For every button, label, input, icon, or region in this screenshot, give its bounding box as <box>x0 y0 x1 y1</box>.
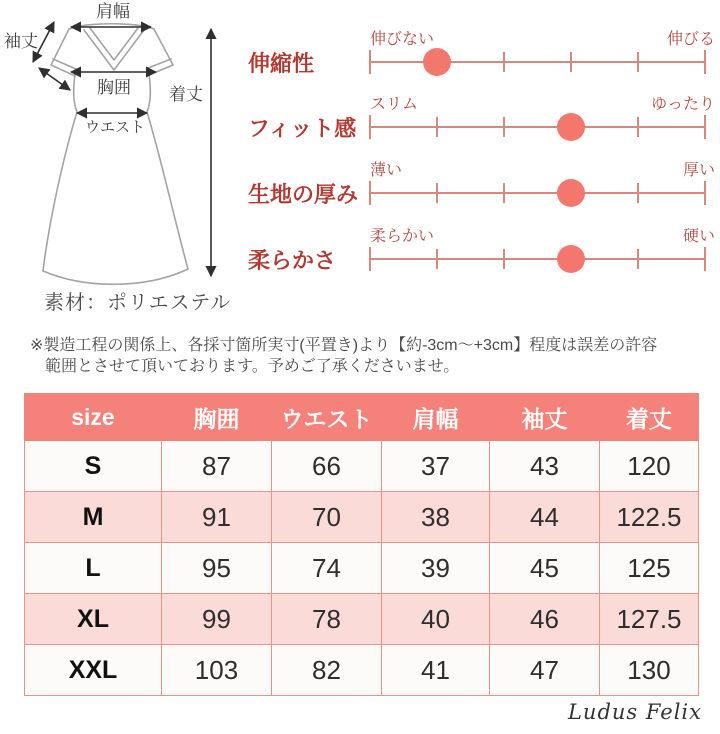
value-cell: 87 <box>162 441 272 492</box>
scale-tick <box>369 247 371 271</box>
size-cell: M <box>25 492 162 543</box>
col-header-length: 着丈 <box>600 394 699 441</box>
value-cell: 41 <box>382 645 490 696</box>
chest-label: 胸囲 <box>97 78 131 97</box>
slider-stretch-max-label: 伸びる <box>666 31 715 48</box>
slider-dot <box>557 245 585 273</box>
tolerance-note-line1: ※製造工程の関係上、各採寸箇所実寸(平置き)より【約-3cm～+3cm】程度は誤差の許容 <box>30 337 658 354</box>
slider-dot <box>557 113 585 141</box>
col-header-shoulder: 肩幅 <box>382 394 490 441</box>
slider-softness-max-label: 硬い <box>682 228 715 245</box>
value-cell: 43 <box>490 441 600 492</box>
shoulder-width-label: 肩幅 <box>96 2 130 21</box>
value-cell: 37 <box>382 441 490 492</box>
scale-tick <box>436 117 438 137</box>
slider-stretch-min-label: 伸びない <box>370 31 435 48</box>
value-cell: 99 <box>162 594 272 645</box>
scale-tick <box>503 52 505 72</box>
scale-tick <box>369 181 371 205</box>
scale-tick <box>704 115 706 139</box>
value-cell: 70 <box>272 492 382 543</box>
table-row-l <box>25 543 699 594</box>
slider-fit-max-label: ゆったり <box>651 96 715 113</box>
slider-fit-label: フィット感 <box>248 116 357 141</box>
scale-tick <box>637 52 639 72</box>
value-cell: 91 <box>162 492 272 543</box>
slider-softness-min-label: 柔らかい <box>370 228 435 245</box>
tolerance-note <box>30 335 702 377</box>
value-cell: 74 <box>272 543 382 594</box>
col-header-chest: 胸囲 <box>162 394 272 441</box>
scale-line <box>370 258 705 260</box>
scale-line <box>370 61 705 63</box>
scale-tick <box>704 50 706 74</box>
table-row-xl <box>25 594 699 645</box>
value-cell: 103 <box>162 645 272 696</box>
size-cell: XL <box>25 594 162 645</box>
scale-tick <box>436 249 438 269</box>
scale-tick <box>637 117 639 137</box>
scale-tick <box>503 249 505 269</box>
value-cell: 66 <box>272 441 382 492</box>
scale-tick <box>436 183 438 203</box>
value-cell: 122.5 <box>600 492 699 543</box>
slider-fit-min-label: スリム <box>370 96 419 113</box>
col-header-sleeve: 袖丈 <box>490 394 600 441</box>
dress-outline <box>43 24 188 285</box>
slider-dot <box>557 179 585 207</box>
value-cell: 39 <box>382 543 490 594</box>
size-cell: XXL <box>25 645 162 696</box>
slider-thickness-max-label: 厚い <box>682 162 715 179</box>
scale-tick <box>637 183 639 203</box>
scale-line <box>370 126 705 128</box>
size-table-header-row <box>25 394 699 441</box>
value-cell: 82 <box>272 645 382 696</box>
scale-tick <box>704 247 706 271</box>
value-cell: 95 <box>162 543 272 594</box>
table-row-s <box>25 441 699 492</box>
slider-softness-label: 柔らかさ <box>248 248 337 273</box>
value-cell: 45 <box>490 543 600 594</box>
slider-thickness-label: 生地の厚み <box>248 182 359 207</box>
scale-tick <box>503 117 505 137</box>
value-cell: 40 <box>382 594 490 645</box>
value-cell: 125 <box>600 543 699 594</box>
material-text: 素材：ポリエステル <box>44 292 232 314</box>
col-header-waist: ウエスト <box>272 394 382 441</box>
brand-signature: Ludus Felix <box>567 700 702 724</box>
slider-dot <box>423 48 451 76</box>
tolerance-note-line2: 範囲とさせて頂いております。予めご了承くださいませ。 <box>45 358 460 375</box>
table-row-m <box>25 492 699 543</box>
dress-measurement-diagram <box>0 0 235 325</box>
value-cell: 78 <box>272 594 382 645</box>
scale-tick <box>503 183 505 203</box>
scale-tick <box>369 115 371 139</box>
size-table <box>24 393 699 696</box>
col-header-size: size <box>25 394 162 441</box>
scale-tick <box>704 181 706 205</box>
table-row-xxl <box>25 645 699 696</box>
waist-label: ウエスト <box>84 119 146 136</box>
value-cell: 120 <box>600 441 699 492</box>
scale-line <box>370 192 705 194</box>
value-cell: 46 <box>490 594 600 645</box>
size-cell: S <box>25 441 162 492</box>
value-cell: 130 <box>600 645 699 696</box>
scale-tick <box>369 50 371 74</box>
scale-tick <box>570 52 572 72</box>
value-cell: 44 <box>490 492 600 543</box>
slider-thickness-min-label: 薄い <box>370 162 403 179</box>
size-cell: L <box>25 543 162 594</box>
slider-stretch-label: 伸縮性 <box>248 51 315 76</box>
scale-tick <box>637 249 639 269</box>
value-cell: 38 <box>382 492 490 543</box>
garment-length-label: 着丈 <box>169 85 203 104</box>
value-cell: 47 <box>490 645 600 696</box>
value-cell: 127.5 <box>600 594 699 645</box>
sleeve-length-label: 袖丈 <box>4 32 38 51</box>
